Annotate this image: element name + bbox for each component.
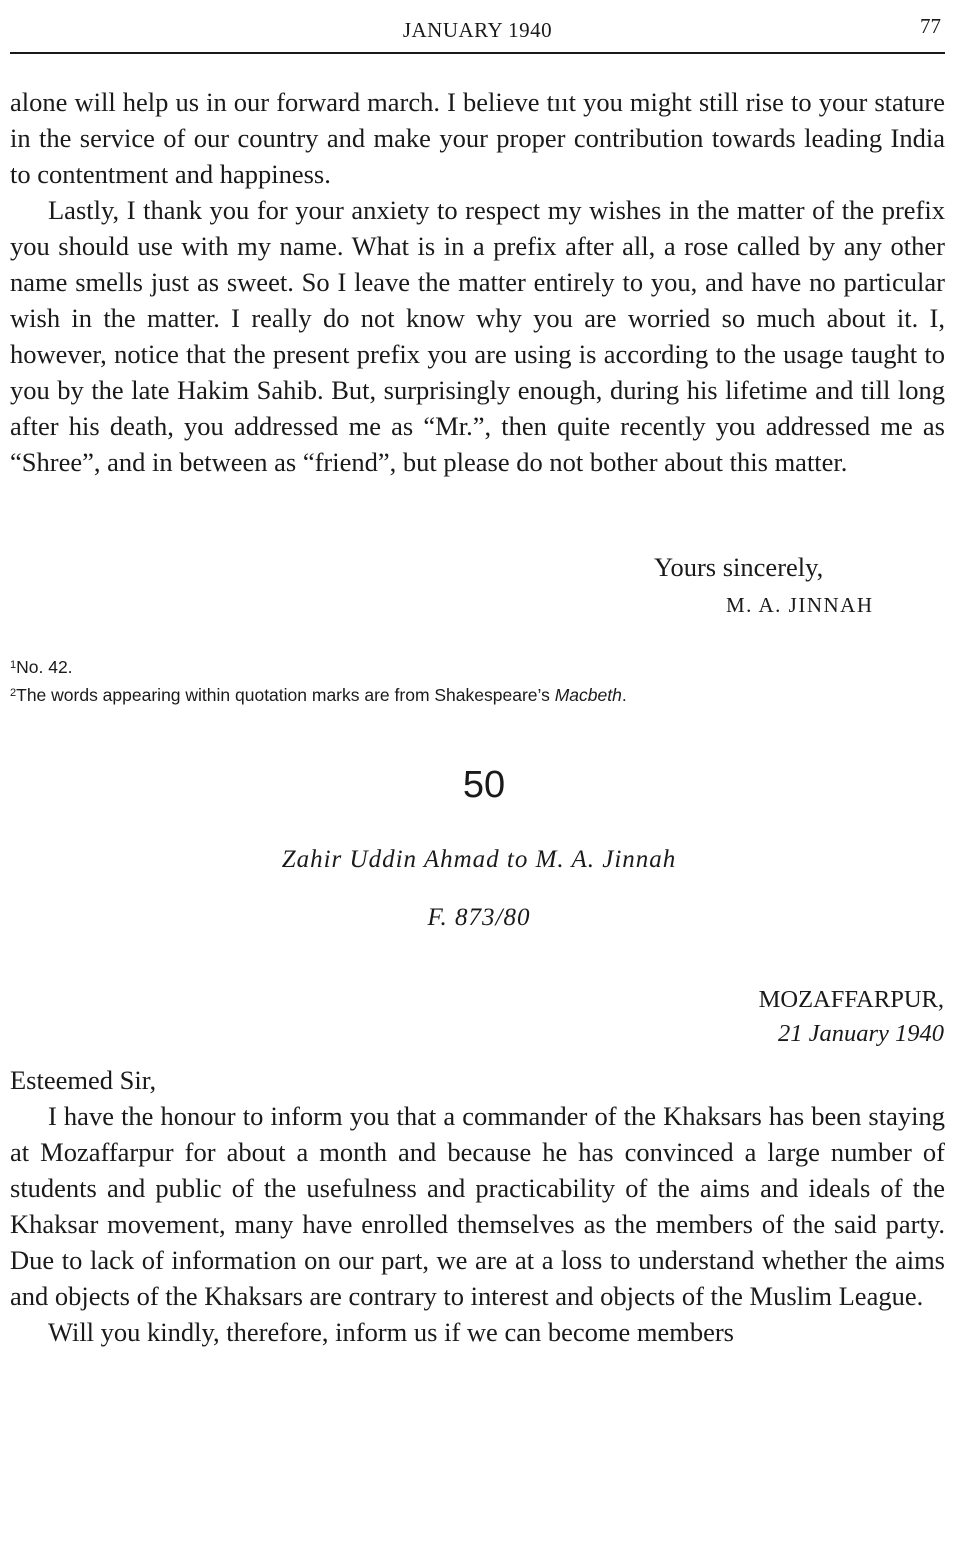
footnote-text: No. 42. — [16, 657, 73, 677]
letter-body — [10, 1062, 945, 1350]
document-number: 50 — [462, 764, 506, 806]
page-header — [10, 14, 945, 48]
footnote — [10, 652, 945, 680]
closing: Yours sincerely, — [654, 552, 824, 582]
page-number: 77 — [920, 14, 941, 38]
letter-title: Zahir Uddin Ahmad to M. A. Jinnah — [281, 846, 677, 873]
letter-place: MOZAFFARPUR, — [758, 986, 944, 1013]
footnotes — [10, 652, 945, 708]
file-reference: F. 873/80 — [427, 904, 531, 931]
salutation: Esteemed Sir, — [10, 1065, 157, 1095]
running-title: JANUARY 1940 — [402, 18, 553, 42]
paragraph: I have the honour to inform you that a commander of the Khaksars has been staying at Mozaffarpur for about a month and because he has convinced a large number of students and public of the usefulness and practicability of the aims and ideals of the Khaksar movement, many have enrolled themselves as the members of the said party. Due to lack of information on our part, we are at a loss to understand whether the aims and objects of the Khaksars are contrary to interest and objects of the Muslim League. — [10, 1101, 945, 1311]
paragraph: Lastly, I thank you for your anxiety to respect my wishes in the matter of the prefix you should use with my name. What is in a prefix after all, a rose called by any other name smells just as sweet. So I leave the matter entirely to you, and have no particular wish in the matter. I really do not know why you are worried so much about it. I, however, notice that the present prefix you are using is according to the usage taught to you by the late Hakim Sahib. But, surprisingly enough, during his lifetime and till long after his death, you addressed me as “Mr.”, then quite recently you addressed me as “Shree”, and in between as “friend”, but please do not bother about this matter. — [10, 195, 945, 477]
footnote-work-title: Macbeth — [554, 685, 622, 705]
footnote-end: . — [621, 685, 627, 705]
paragraph: alone will help us in our forward march. I believe tııt you might still rise to your stature in the service of our country and make your proper contribution towards leading India to contentment and happiness. — [10, 87, 945, 189]
footnote — [10, 680, 945, 708]
header-rule — [10, 52, 945, 54]
letter-date: 21 January 1940 — [777, 1020, 944, 1047]
footnote-text: The words appearing within quotation marks are from Shakespeare’s — [16, 685, 555, 705]
previous-letter-body — [10, 84, 945, 480]
footnote-marker: 1 — [10, 659, 17, 671]
paragraph: Will you kindly, therefore, inform us if we can become members — [48, 1317, 734, 1347]
footnote-marker: 2 — [10, 687, 17, 699]
signature: M. A. JINNAH — [726, 593, 874, 617]
